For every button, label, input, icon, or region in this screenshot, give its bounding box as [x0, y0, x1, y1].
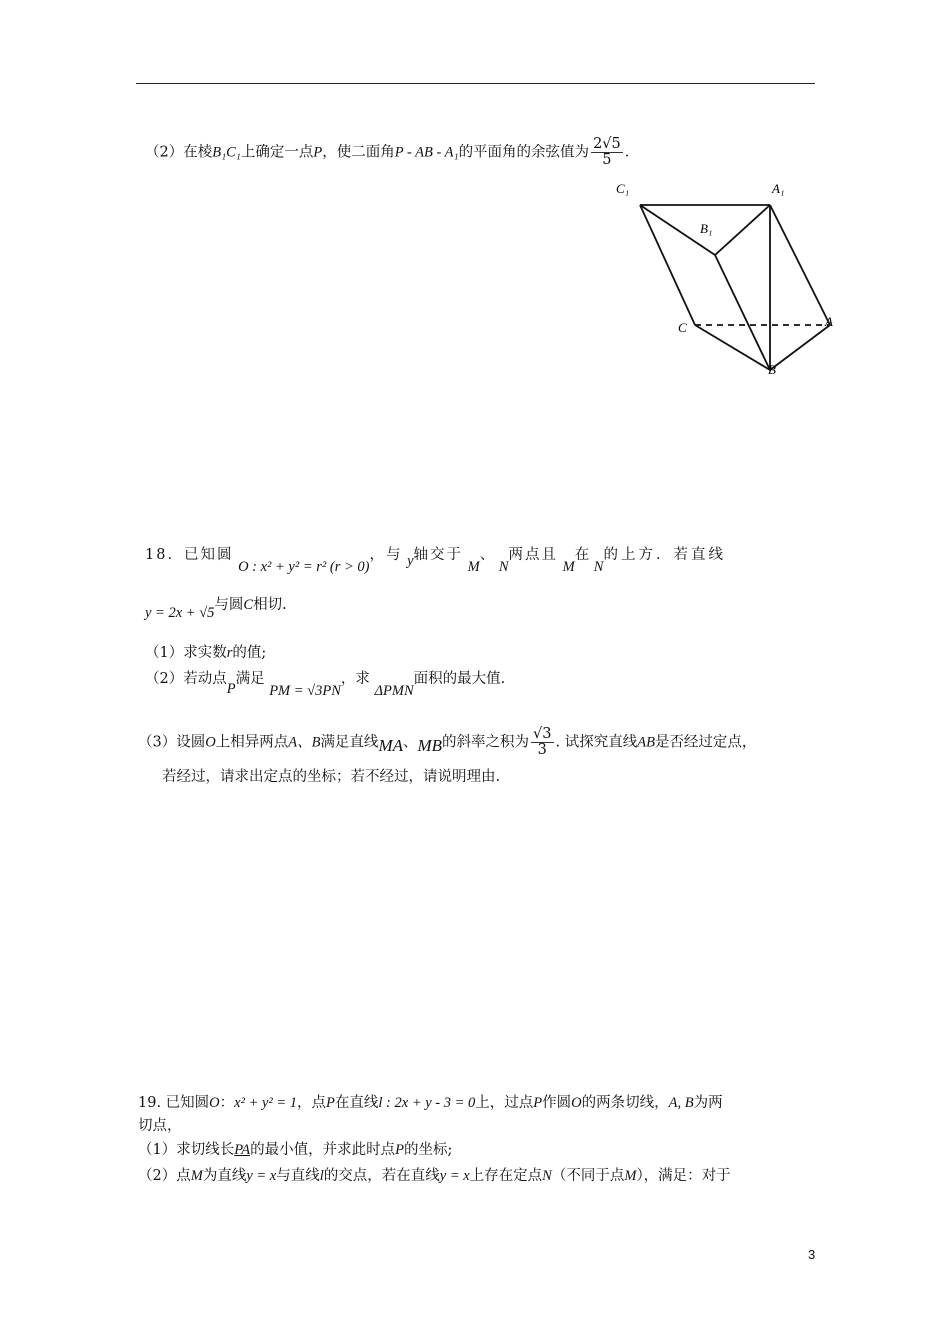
label-a1: A₁	[772, 181, 785, 196]
q19-line1: 19. 已知圆O：x² + y² = 1，点P在直线l : 2x + y - 3 = 0上，过点P作圆O的两条切线，A, B为两	[138, 1095, 723, 1111]
label-c1: C₁	[616, 181, 630, 196]
triangle-pmn: ΔPMN	[374, 683, 414, 699]
q18-part3-cont: 若经过，请求出定点的坐标；若不经过，请说明理由.	[162, 769, 501, 785]
q19-part1: （1）求切线长PA的最小值，并求此时点P的坐标;	[138, 1142, 453, 1158]
q19-line2: 切点，	[138, 1118, 182, 1134]
circle-equation: O : x² + y² = r² (r > 0)	[238, 559, 370, 575]
prism-figure	[600, 175, 850, 385]
q17-part2: （2）在棱B₁C₁上确定一点P，使二面角P - AB - A₁的平面角的余弦值为 $\frac{2√5}{5}$ ．	[145, 136, 640, 168]
unit-circle-equation: x² + y² = 1	[234, 1095, 298, 1111]
q18-part2: （2）若动点P满足 PM = √3PN，求 ΔPMN面积的最大值.	[145, 671, 506, 699]
q18-part3: （3）设圆O上相异两点A、B满足直线MA、MB的斜率之积为 $\frac{√3}{3}$ . 试探究直线AB是否经过定点，	[138, 726, 757, 758]
label-b: B	[768, 362, 776, 377]
label-a: A	[825, 314, 833, 329]
dihedral-angle: P - AB - A₁	[394, 144, 459, 161]
tangent-line-equation: y = 2x + √5	[145, 605, 215, 621]
page-number: 3	[808, 1247, 816, 1262]
label-b1: B₁	[700, 221, 713, 236]
header-rule	[136, 83, 815, 84]
pm-pn-relation: PM = √3PN	[269, 683, 341, 699]
q19-part2: （2）点M为直线y = x与直线l的交点，若在直线y = x上存在定点N（不同于点M），满足：对于	[138, 1168, 731, 1184]
q18-part1: （1）求实数r的值;	[145, 645, 267, 661]
cosine-fraction: $\frac{2√5}{5}$	[593, 136, 621, 168]
label-c: C	[678, 320, 687, 335]
line-l-equation: l : 2x + y - 3 = 0	[378, 1095, 476, 1111]
slope-product-fraction: $\frac{√3}{3}$	[533, 726, 552, 758]
q18-line2: y = 2x + √5与圆C相切.	[145, 597, 287, 621]
q18-line1: 18．已知圆 O : x² + y² = r² (r > 0)，与 y轴交于 M、 N两点且 M在 N的上方．若直线	[145, 547, 726, 575]
edge-b1c1: B₁C₁	[212, 144, 241, 161]
